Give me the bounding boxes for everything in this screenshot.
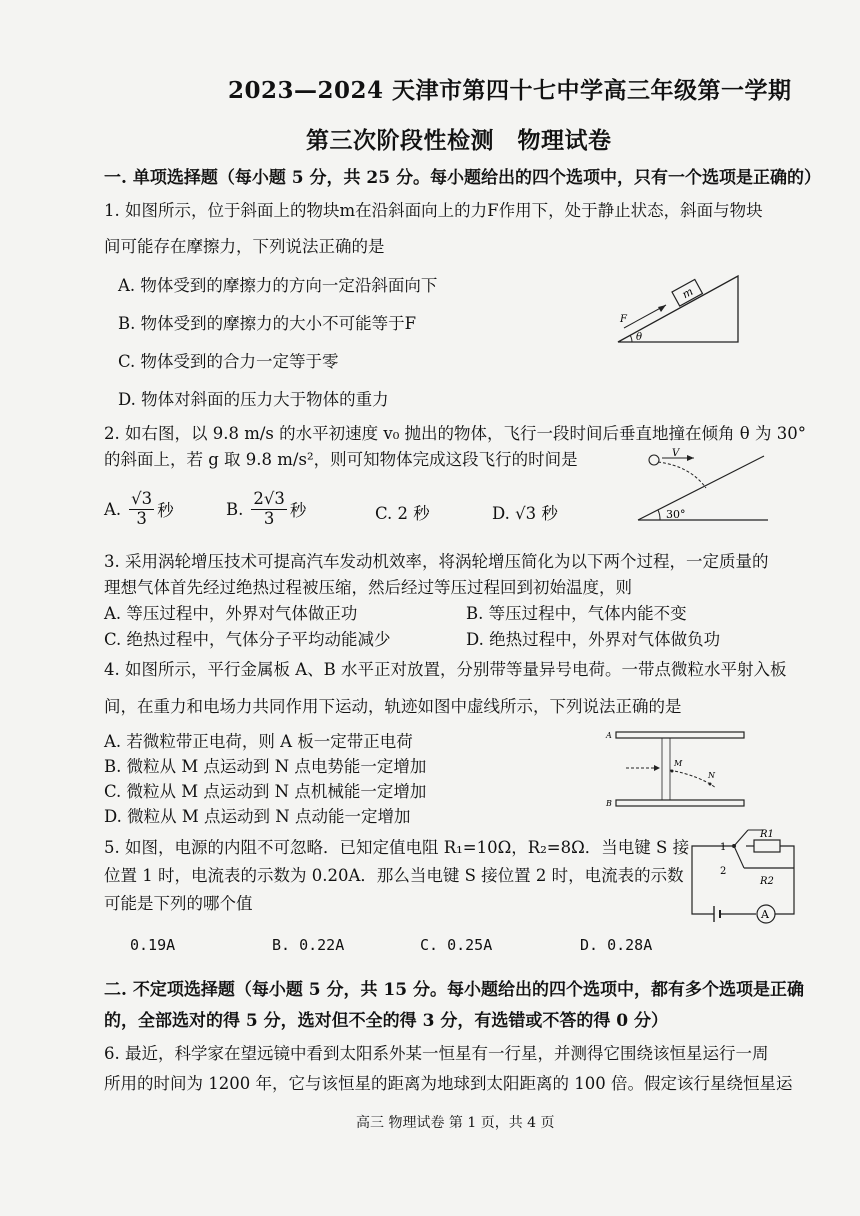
projectile-incline-figure xyxy=(632,448,772,526)
velocity-label: V xyxy=(672,448,680,459)
q4-option-c: C. 微粒从 M 点运动到 N 点机械能一定增加 xyxy=(104,782,427,801)
plate-a-label: A xyxy=(606,731,612,740)
switch-pos1-label: 1 xyxy=(720,842,727,853)
q5-stem-line1: 5. 如图，电源的内阻不可忽略．已知定值电阻 R₁=10Ω，R₂=8Ω．当电键 S 接 xyxy=(104,838,690,857)
q5-option-a: 0.19A xyxy=(130,936,176,954)
point-n-label: N xyxy=(708,771,715,780)
point-m-label: M xyxy=(674,759,683,768)
q2-stem-line2: 的斜面上，若 g 取 9.8 m/s²，则可知物体完成这段飞行的时间是 xyxy=(104,450,578,469)
q3-option-d: D. 绝热过程中，外界对气体做负功 xyxy=(466,630,721,649)
q3-option-b: B. 等压过程中，气体内能不变 xyxy=(466,604,687,623)
q4-stem-line1: 4. 如图所示，平行金属板 A、B 水平正对放置，分别带等量异号电荷。一带点微粒水平射入板 xyxy=(104,660,787,679)
q5-option-d: D. 0.28A xyxy=(580,936,653,954)
section2-heading-line2: 的，全部选对的得 5 分，选对但不全的得 3 分，有选错或不答的得 0 分） xyxy=(104,1011,668,1031)
q1-option-a: A. 物体受到的摩擦力的方向一定沿斜面向下 xyxy=(118,276,438,295)
q2-option-d: D. √3 秒 xyxy=(492,504,558,523)
q5-option-c: C. 0.25A xyxy=(420,936,493,954)
force-label: F xyxy=(620,314,627,325)
q1-stem-line1: 1. 如图所示，位于斜面上的物块m在沿斜面向上的力F作用下，处于静止状态，斜面与物块 xyxy=(104,201,763,220)
section1-heading: 一. 单项选择题（每小题 5 分，共 25 分。每小题给出的四个选项中，只有一个选项是正确的） xyxy=(104,168,821,188)
q2-option-c: C. 2 秒 xyxy=(375,504,430,523)
section2-heading-line1: 二. 不定项选择题（每小题 5 分，共 15 分。每小题给出的四个选项中，都有多个选项是正确 xyxy=(104,980,804,1000)
q6-stem-line2: 所用的时间为 1200 年，它与该恒星的距离为地球到太阳距离的 100 倍。假定该行星绕恒星运 xyxy=(104,1074,793,1093)
plate-b-label: B xyxy=(606,799,612,808)
q3-option-c: C. 绝热过程中，气体分子平均动能减少 xyxy=(104,630,391,649)
q4-stem-line2: 间，在重力和电场力共同作用下运动，轨迹如图中虚线所示，下列说法正确的是 xyxy=(104,697,682,716)
q2-option-a: A. $\frac{√3}{3}$ 秒 xyxy=(104,488,174,528)
q4-option-b: B. 微粒从 M 点运动到 N 点电势能一定增加 xyxy=(104,757,427,776)
incline-block-figure xyxy=(610,270,750,350)
q3-option-a: A. 等压过程中，外界对气体做正功 xyxy=(104,604,358,623)
r1-label: R1 xyxy=(760,829,774,840)
q2-stem-line1: 2. 如右图，以 9.8 m/s 的水平初速度 v₀ 抛出的物体，飞行一段时间后垂直地撞在倾角 θ 为 30° xyxy=(104,424,806,443)
q4-option-a: A. 若微粒带正电荷，则 A 板一定带正电荷 xyxy=(104,732,413,751)
block-label: m xyxy=(679,284,696,302)
ammeter-label: A xyxy=(761,908,769,921)
q5-stem-line3: 可能是下列的哪个值 xyxy=(104,894,253,913)
q2-option-b: B. $\frac{2√3}{3}$ 秒 xyxy=(226,488,307,528)
q2-option-b-fraction: $\frac{2√3}{3}$ xyxy=(253,488,285,528)
switch-pos2-label: 2 xyxy=(720,866,727,877)
q4-option-d: D. 微粒从 M 点运动到 N 点动能一定增加 xyxy=(104,807,411,826)
r2-label: R2 xyxy=(760,876,774,887)
q2-option-a-fraction: $\frac{√3}{3}$ xyxy=(131,488,153,528)
q3-stem-line1: 3. 采用涡轮增压技术可提高汽车发动机效率，将涡轮增压简化为以下两个过程，一定质量的 xyxy=(104,552,769,571)
q1-stem-line2: 间可能存在摩擦力，下列说法正确的是 xyxy=(104,237,385,256)
circuit-figure xyxy=(684,824,800,932)
q1-option-b: B. 物体受到的摩擦力的大小不可能等于F xyxy=(118,314,417,333)
angle-label: θ xyxy=(636,332,643,343)
q5-option-b: B. 0.22A xyxy=(272,936,345,954)
incline-angle-label: 30° xyxy=(666,508,686,521)
q5-stem-line2: 位置 1 时，电流表的示数为 0.20A．那么当电键 S 接位置 2 时，电流表的示数 xyxy=(104,866,684,885)
q3-stem-line2: 理想气体首先经过绝热过程被压缩，然后经过等压过程回到初始温度，则 xyxy=(104,578,632,597)
page-footer: 高三 物理试卷 第 1 页，共 4 页 xyxy=(356,1115,555,1131)
q6-stem-line1: 6. 最近，科学家在望远镜中看到太阳系外某一恒星有一行星，并测得它围绕该恒星运行一周 xyxy=(104,1044,769,1063)
q1-option-c: C. 物体受到的合力一定等于零 xyxy=(118,352,339,371)
parallel-plates-figure xyxy=(604,724,746,812)
q1-option-d: D. 物体对斜面的压力大于物体的重力 xyxy=(118,390,389,409)
exam-title-line1: 2023—2024 天津市第四十七中学高三年级第一学期 xyxy=(228,77,792,104)
exam-title-line2: 第三次阶段性检测 物理试卷 xyxy=(306,127,612,154)
